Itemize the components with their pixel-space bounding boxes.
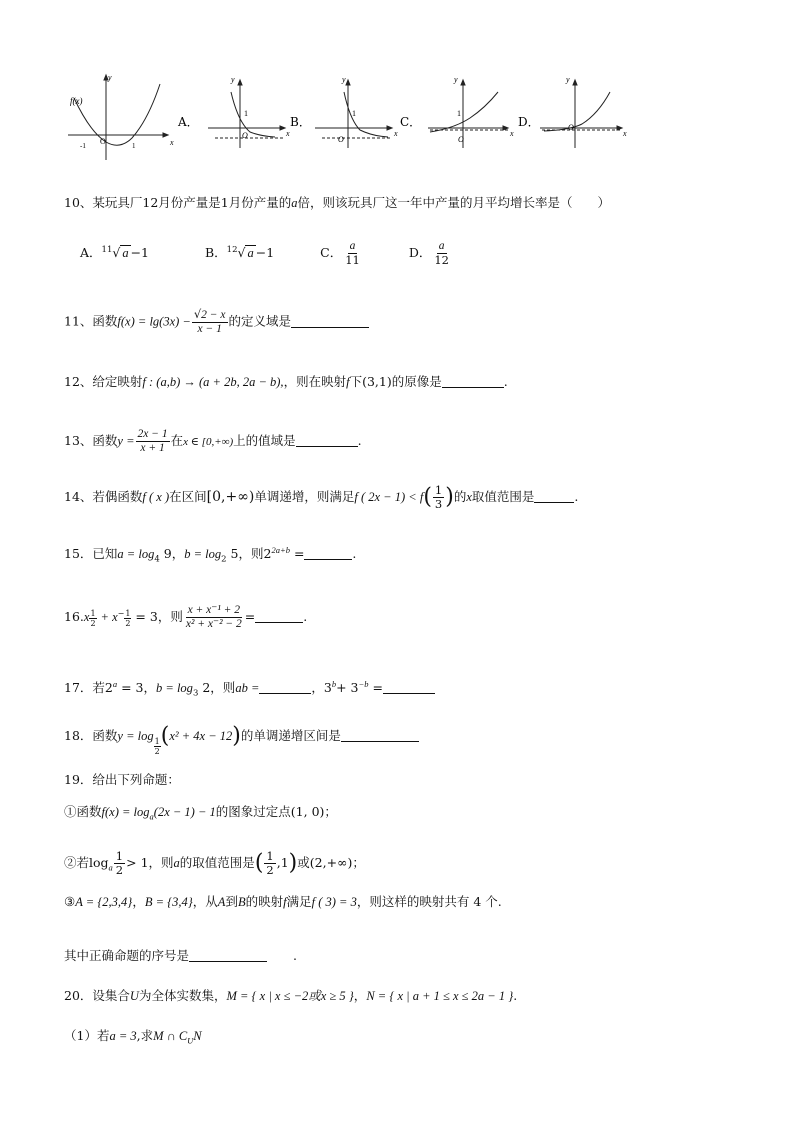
graph-d (540, 80, 622, 148)
q10-option-c: C． $\frac{a}{11}$ (320, 240, 360, 268)
c-y-label: y (454, 75, 458, 84)
fx-x-arrow (163, 133, 168, 137)
choice-d-label: D． (518, 115, 540, 129)
question-16: 16.x $\frac{1}{2}$ + x− $\frac{1}{2}$ = 3，则 $\frac{\text{x + x⁻¹ + 2}}{\text{x² + x⁻² − 2}}$ = . (64, 604, 308, 631)
fx-label: f(x) (70, 96, 83, 106)
a-y-label: y (231, 75, 235, 84)
q15-answer-blank[interactable] (304, 545, 352, 560)
question-20-part-1: （1）若a = 3,求M ∩ $C_UN$ (64, 1028, 202, 1046)
question-14: 14、若偶函数f ( x )在区间[0,+∞)单调递增，则满足f ( 2x − 1) < f( $\frac{1}{3}$ )的x取值范围是 . (64, 483, 579, 511)
b-x-label: x (394, 129, 398, 138)
question-19-answer: 其中正确命题的序号是 . (64, 948, 297, 963)
a-x-label: x (286, 129, 290, 138)
a-origin: O (242, 131, 248, 140)
q17-answer-blank-2[interactable] (383, 679, 435, 694)
b-origin: O (338, 135, 344, 144)
graphs-svg (60, 70, 760, 170)
question-19-prop-3: ③A = {2,3,4}，B = {3,4}，从A到B的映射f满足f ( 3) = 3，则这样的映射共有 4 个. (64, 894, 502, 909)
function-graphs (60, 70, 760, 170)
fx-origin: O (100, 137, 106, 146)
q11-answer-blank[interactable] (291, 313, 369, 328)
question-18: 18．函数y = log $\frac{1}{2}$ (x² + 4x − 12)的单调递增区间是 (64, 726, 419, 756)
question-15: 15．已知$a = \log_4 9$，$b = \log_2 5$，则$2^{2a+b}$ = . (64, 545, 357, 565)
q14-answer-blank[interactable] (534, 488, 574, 503)
question-20: 20．设集合U为全体实数集，M = { x | x ≤ −2或x ≥ 5 }，N = { x | a + 1 ≤ x ≤ 2a − 1 }. (64, 988, 518, 1003)
q10-option-d: D． $\frac{a}{12}$ (408, 240, 449, 268)
q10-option-b: B．$^{12}$√ a −1 (204, 245, 275, 261)
fx-y-label: y (108, 73, 112, 82)
fx-tick-neg1: -1 (80, 142, 86, 150)
q10-var: a (291, 196, 298, 210)
q13-answer-blank[interactable] (296, 432, 358, 447)
b-curve (344, 92, 388, 137)
question-17: 17．若2$^a$ = 3，$b = \log_3 2$，则ab = ，$3^b+ 3^{-b}$ = (64, 674, 435, 704)
d-curve (544, 92, 610, 131)
choice-c-label: C． (400, 115, 422, 129)
question-19-title: 19．给出下列命题： (64, 772, 180, 787)
choice-b-label: B． (290, 115, 311, 129)
d-x-label: x (623, 129, 627, 138)
q10-text2: 倍，则该玩具厂这一年中产量的月平均增长率是（ ） (297, 195, 611, 210)
q18-answer-blank[interactable] (341, 727, 419, 742)
c-tick-1: 1 (457, 109, 461, 118)
d-y-label: y (566, 75, 570, 84)
q17-answer-blank-1[interactable] (259, 679, 311, 694)
question-19-prop-2: ②若$\log_a$ $\frac{1}{2}$ > 1，则a的取值范围是( $\frac{1}{2}$ ,1)或(2,+∞)； (64, 849, 365, 877)
b-y-label: y (342, 75, 346, 84)
fx-x-label: x (170, 138, 174, 147)
q10-option-a: A．$^{11}$√ a −1 (80, 245, 150, 261)
b-tick-1: 1 (352, 109, 356, 118)
c-origin: O (458, 135, 464, 144)
q16-answer-blank[interactable] (255, 608, 303, 623)
q10-text: 10、某玩具厂12月份产量是1月份产量的 (64, 195, 292, 210)
choice-a-label: A． (178, 115, 199, 129)
c-x-label: x (510, 129, 514, 138)
a-tick-1: 1 (244, 109, 248, 118)
q19-answer-blank[interactable] (189, 947, 267, 962)
question-10 (64, 193, 610, 213)
question-13: 13、函数y = $\frac{2x - 1}{x + 1}$ 在x ∈ [0,+∞)上的值域是 . (64, 428, 362, 454)
question-19-prop-1: ①函数$f(x) = \log_a(2x - 1) - 1$的图象过定点(1, 0)； (64, 804, 337, 822)
fx-curve (74, 84, 160, 145)
question-11: 11、函数f(x) = lg(3x) − $\frac{√2 - x}{x - 1}$ 的定义域是 (64, 308, 369, 336)
fx-tick-1: 1 (132, 142, 136, 150)
d-origin: O (568, 123, 574, 132)
graph-c (428, 80, 508, 148)
q12-answer-blank[interactable] (442, 373, 504, 388)
question-10-options (80, 240, 470, 267)
question-12: 12、给定映射f : (a,b) → (a + 2b, 2a − b),，则在映射f下(3,1)的原像是 . (64, 374, 508, 389)
a-curve (231, 92, 275, 137)
c-curve (430, 92, 498, 132)
